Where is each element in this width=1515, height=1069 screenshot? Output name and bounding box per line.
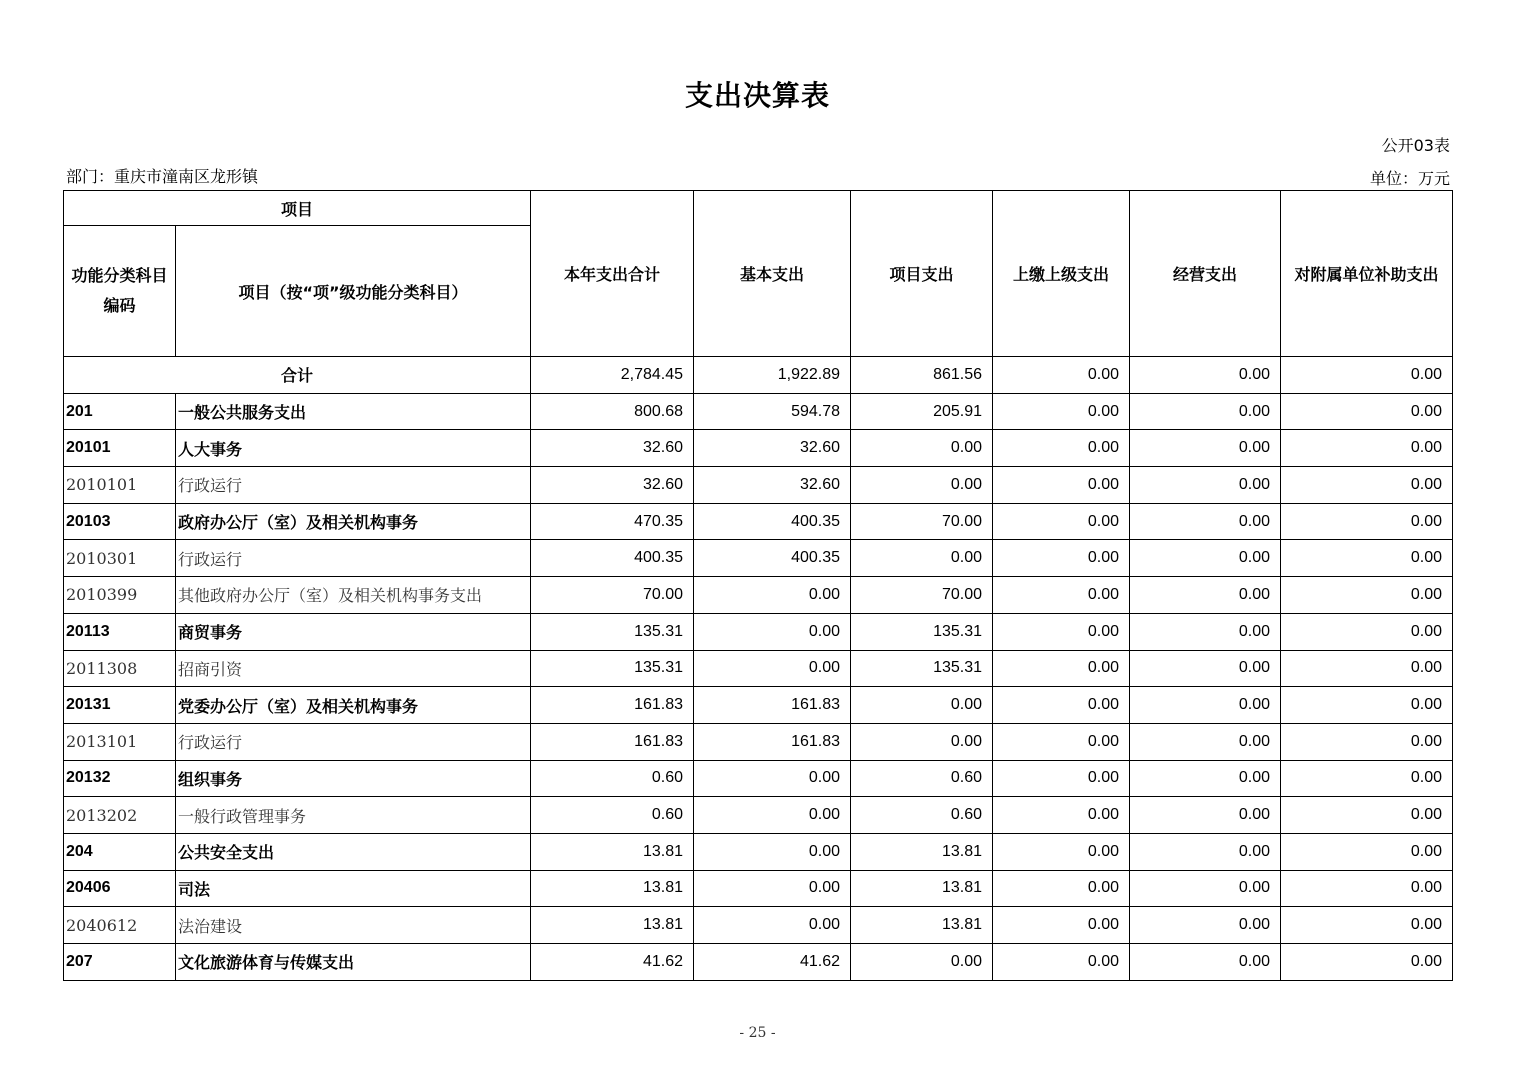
row-name: 行政运行 [176, 540, 531, 577]
row-value: 0.00 [993, 797, 1130, 834]
row-code: 2011308 [64, 650, 176, 687]
row-value: 32.60 [694, 467, 851, 504]
total-value: 0.00 [1130, 357, 1281, 394]
row-name: 公共安全支出 [176, 833, 531, 870]
department-label: 部门：重庆市潼南区龙形镇 [66, 167, 259, 186]
table-row [64, 540, 1453, 577]
row-code: 20406 [64, 870, 176, 907]
row-value: 0.00 [694, 870, 851, 907]
row-value: 0.00 [694, 760, 851, 797]
row-value: 0.00 [993, 650, 1130, 687]
row-value: 135.31 [531, 613, 694, 650]
table-row [64, 944, 1453, 981]
row-value: 70.00 [531, 577, 694, 614]
row-value: 470.35 [531, 503, 694, 540]
row-value: 0.00 [1281, 907, 1453, 944]
row-value: 0.00 [1281, 430, 1453, 467]
header-col-subsidy: 对附属单位补助支出 [1281, 191, 1453, 357]
table-row [64, 723, 1453, 760]
row-value: 0.00 [1281, 833, 1453, 870]
total-value: 1,922.89 [694, 357, 851, 394]
row-value: 205.91 [851, 393, 993, 430]
row-value: 0.00 [1281, 393, 1453, 430]
row-code: 204 [64, 833, 176, 870]
row-name: 商贸事务 [176, 613, 531, 650]
row-value: 0.00 [1130, 723, 1281, 760]
row-value: 0.00 [993, 723, 1130, 760]
row-value: 400.35 [694, 540, 851, 577]
header-code: 功能分类科目编码 [64, 226, 176, 357]
row-value: 135.31 [851, 650, 993, 687]
total-value: 2,784.45 [531, 357, 694, 394]
row-value: 400.35 [531, 540, 694, 577]
row-value: 594.78 [694, 393, 851, 430]
header-col-upper: 上缴上级支出 [993, 191, 1130, 357]
row-name: 政府办公厅（室）及相关机构事务 [176, 503, 531, 540]
row-value: 0.00 [1281, 467, 1453, 504]
row-name: 一般行政管理事务 [176, 797, 531, 834]
row-value: 13.81 [531, 833, 694, 870]
row-value: 0.60 [531, 760, 694, 797]
row-value: 0.00 [1281, 577, 1453, 614]
row-name: 人大事务 [176, 430, 531, 467]
row-value: 400.35 [694, 503, 851, 540]
row-name: 行政运行 [176, 467, 531, 504]
row-value: 135.31 [851, 613, 993, 650]
row-value: 0.00 [851, 467, 993, 504]
row-value: 0.00 [1130, 430, 1281, 467]
row-code: 2010101 [64, 467, 176, 504]
header-project: 项目 [64, 191, 531, 226]
row-value: 161.83 [531, 723, 694, 760]
table-row [64, 650, 1453, 687]
row-value: 0.60 [851, 760, 993, 797]
row-value: 0.00 [1281, 503, 1453, 540]
row-value: 0.00 [1130, 650, 1281, 687]
unit-label: 单位：万元 [1369, 169, 1450, 188]
row-value: 0.00 [993, 393, 1130, 430]
header-col-basic: 基本支出 [694, 191, 851, 357]
row-value: 70.00 [851, 577, 993, 614]
table-row [64, 393, 1453, 430]
row-code: 20103 [64, 503, 176, 540]
row-value: 0.00 [1130, 503, 1281, 540]
row-value: 32.60 [531, 467, 694, 504]
row-name: 组织事务 [176, 760, 531, 797]
row-code: 207 [64, 944, 176, 981]
form-number: 公开03表 [1381, 136, 1450, 155]
page-number: - 25 - [739, 1025, 776, 1041]
header-col-project: 项目支出 [851, 191, 993, 357]
row-value: 0.00 [1130, 760, 1281, 797]
row-value: 0.00 [1281, 870, 1453, 907]
row-name: 司法 [176, 870, 531, 907]
row-code: 20101 [64, 430, 176, 467]
table-row [64, 577, 1453, 614]
row-value: 0.00 [1281, 944, 1453, 981]
table-row [64, 613, 1453, 650]
row-name: 党委办公厅（室）及相关机构事务 [176, 687, 531, 724]
row-value: 0.00 [993, 907, 1130, 944]
row-value: 0.00 [851, 540, 993, 577]
row-value: 0.00 [694, 907, 851, 944]
expenditure-table [63, 190, 1453, 981]
row-value: 0.00 [1130, 577, 1281, 614]
row-value: 0.00 [993, 430, 1130, 467]
row-code: 2010399 [64, 577, 176, 614]
row-name: 一般公共服务支出 [176, 393, 531, 430]
table-row [64, 870, 1453, 907]
row-value: 135.31 [531, 650, 694, 687]
row-name: 招商引资 [176, 650, 531, 687]
table-row [64, 503, 1453, 540]
total-label: 合计 [64, 357, 531, 394]
row-value: 0.00 [993, 944, 1130, 981]
row-value: 0.00 [1281, 797, 1453, 834]
row-name: 文化旅游体育与传媒支出 [176, 944, 531, 981]
row-value: 0.00 [694, 833, 851, 870]
row-value: 0.60 [531, 797, 694, 834]
header-name: 项目（按“项”级功能分类科目） [176, 226, 531, 357]
row-value: 0.00 [1281, 760, 1453, 797]
row-value: 32.60 [531, 430, 694, 467]
row-value: 161.83 [694, 687, 851, 724]
row-name: 其他政府办公厅（室）及相关机构事务支出 [176, 577, 531, 614]
row-value: 0.00 [993, 687, 1130, 724]
row-value: 0.60 [851, 797, 993, 834]
row-value: 0.00 [1130, 467, 1281, 504]
row-value: 0.00 [1130, 687, 1281, 724]
row-value: 0.00 [1130, 613, 1281, 650]
row-value: 0.00 [1281, 723, 1453, 760]
row-name: 法治建设 [176, 907, 531, 944]
table-row [64, 467, 1453, 504]
table-row [64, 907, 1453, 944]
row-value: 13.81 [531, 907, 694, 944]
row-value: 161.83 [694, 723, 851, 760]
row-value: 0.00 [694, 797, 851, 834]
row-code: 2013202 [64, 797, 176, 834]
header-col-business: 经营支出 [1130, 191, 1281, 357]
row-value: 0.00 [993, 467, 1130, 504]
row-value: 41.62 [531, 944, 694, 981]
row-value: 0.00 [694, 577, 851, 614]
row-value: 0.00 [993, 833, 1130, 870]
row-code: 2010301 [64, 540, 176, 577]
row-code: 20132 [64, 760, 176, 797]
row-value: 0.00 [851, 944, 993, 981]
row-value: 13.81 [531, 870, 694, 907]
table-row [64, 687, 1453, 724]
row-value: 32.60 [694, 430, 851, 467]
total-value: 0.00 [1281, 357, 1453, 394]
row-value: 41.62 [694, 944, 851, 981]
row-value: 0.00 [1130, 907, 1281, 944]
row-value: 13.81 [851, 870, 993, 907]
row-value: 0.00 [1130, 870, 1281, 907]
row-value: 0.00 [1281, 613, 1453, 650]
row-value: 0.00 [1281, 650, 1453, 687]
row-value: 0.00 [1130, 540, 1281, 577]
header-col-total: 本年支出合计 [531, 191, 694, 357]
row-value: 0.00 [851, 687, 993, 724]
row-value: 0.00 [851, 723, 993, 760]
row-value: 0.00 [694, 613, 851, 650]
row-value: 0.00 [1281, 687, 1453, 724]
row-code: 20113 [64, 613, 176, 650]
table-row [64, 833, 1453, 870]
row-value: 70.00 [851, 503, 993, 540]
row-value: 0.00 [993, 760, 1130, 797]
row-value: 0.00 [1281, 540, 1453, 577]
row-value: 161.83 [531, 687, 694, 724]
row-value: 0.00 [993, 540, 1130, 577]
table-row [64, 430, 1453, 467]
row-code: 2040612 [64, 907, 176, 944]
row-code: 201 [64, 393, 176, 430]
row-value: 13.81 [851, 907, 993, 944]
total-value: 861.56 [851, 357, 993, 394]
row-value: 0.00 [694, 650, 851, 687]
row-value: 0.00 [993, 870, 1130, 907]
row-value: 13.81 [851, 833, 993, 870]
row-value: 0.00 [1130, 797, 1281, 834]
row-value: 0.00 [1130, 393, 1281, 430]
row-value: 0.00 [1130, 944, 1281, 981]
row-code: 20131 [64, 687, 176, 724]
row-value: 0.00 [993, 503, 1130, 540]
row-value: 0.00 [993, 577, 1130, 614]
page-title: 支出决算表 [684, 79, 830, 112]
row-value: 0.00 [851, 430, 993, 467]
table-row [64, 760, 1453, 797]
row-value: 800.68 [531, 393, 694, 430]
row-value: 0.00 [993, 613, 1130, 650]
row-code: 2013101 [64, 723, 176, 760]
total-value: 0.00 [993, 357, 1130, 394]
row-name: 行政运行 [176, 723, 531, 760]
row-value: 0.00 [1130, 833, 1281, 870]
table-row [64, 797, 1453, 834]
